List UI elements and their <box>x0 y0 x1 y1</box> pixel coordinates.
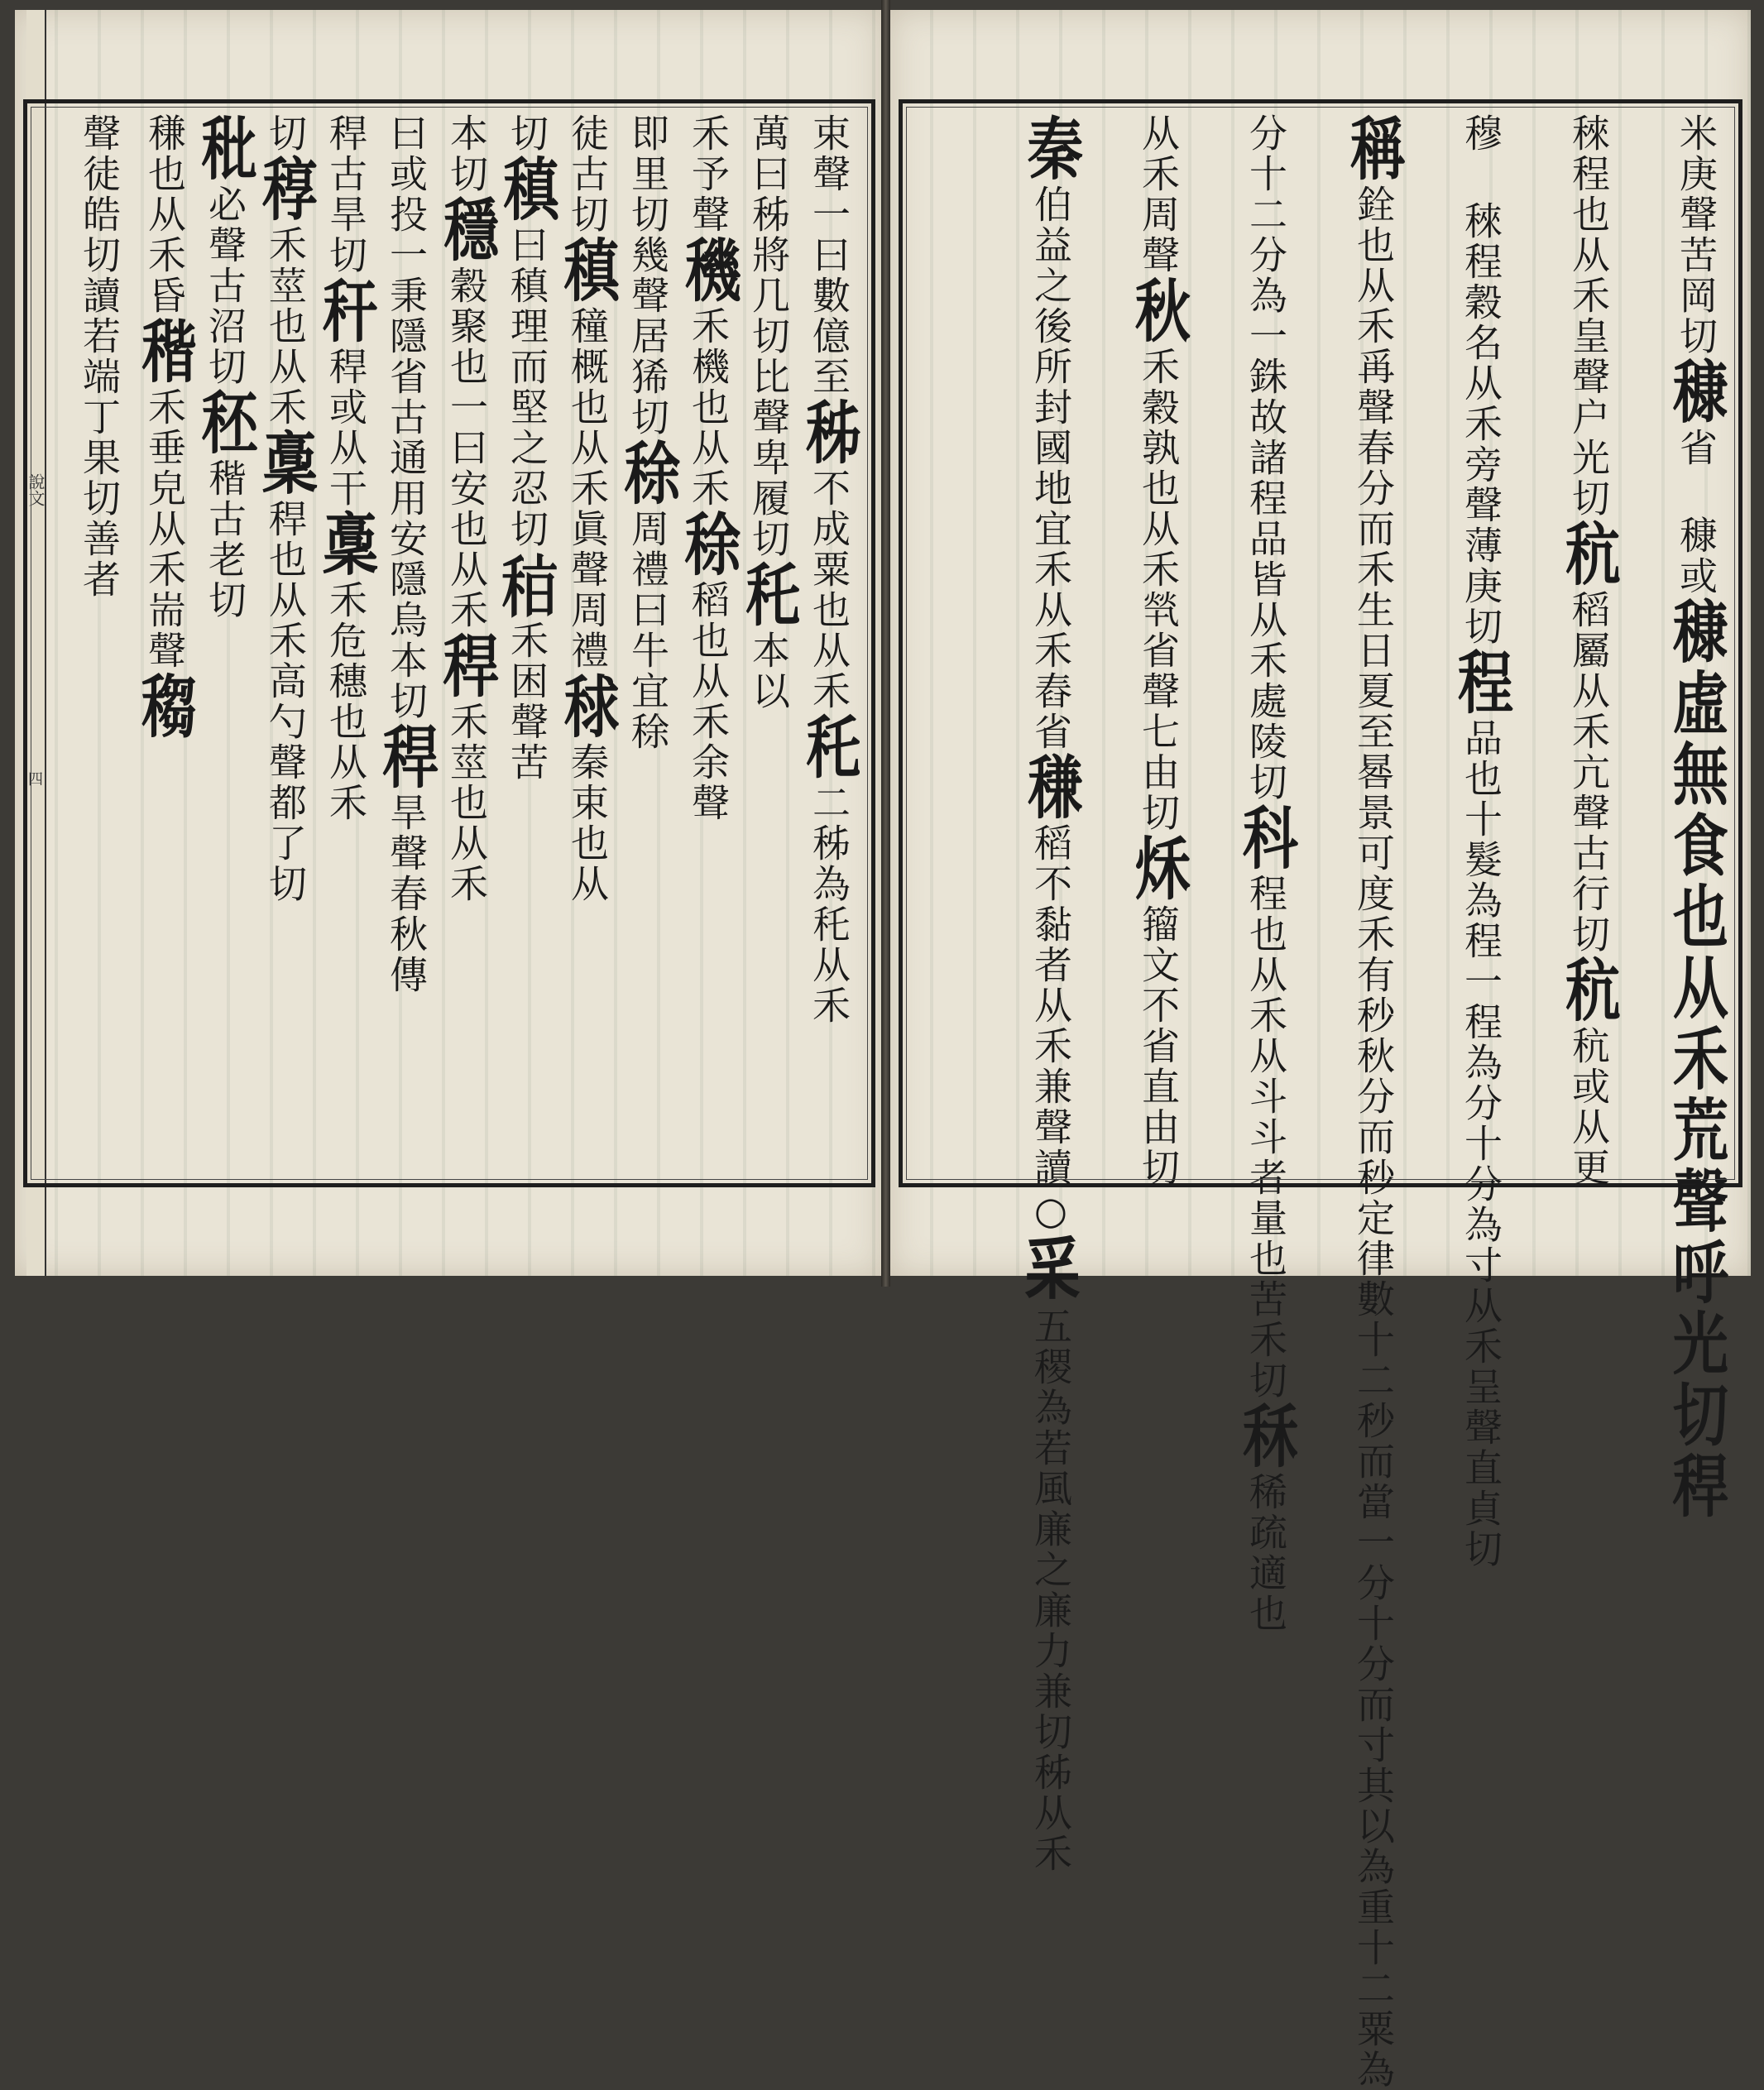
seal-headword: 秔 <box>1555 519 1622 590</box>
gloss-text: 䅘程也从禾 <box>1566 113 1611 316</box>
gloss-text: 切 <box>263 113 308 154</box>
seal-headword: 稌 <box>675 509 741 580</box>
gloss-text: 禾垂皃从禾耑聲 <box>142 387 187 671</box>
text-column <box>554 113 621 1168</box>
seal-headword: 秅 <box>736 559 802 630</box>
text-column <box>675 113 741 1168</box>
seal-headword: 𥞞 <box>494 549 560 621</box>
gloss-text: 伯益之後所封國地宜禾从禾舂省 <box>1028 185 1073 752</box>
gloss-text: 分十二分為一銖故諸程品皆从禾處陵切 <box>1244 113 1288 803</box>
text-column <box>132 113 198 1168</box>
seal-headword: 秕 <box>192 113 258 185</box>
seal-headword: 秠 <box>192 387 258 458</box>
gloss-text: 直貞切 <box>1459 1448 1503 1570</box>
seal-headword: 稾 <box>252 428 319 499</box>
gloss-text: 五稷為 <box>1028 1306 1073 1428</box>
gloss-text: 旱聲春秋傳 <box>384 793 429 995</box>
book-gutter <box>881 0 890 1287</box>
seal-headword: 稱 <box>1340 113 1407 185</box>
seal-headword: 秌 <box>1125 833 1191 904</box>
gloss-text: 禾困聲苦 <box>505 621 549 783</box>
gloss-text: 秔或从更 <box>1566 1026 1611 1188</box>
gloss-text: 苦岡切 <box>1674 235 1718 357</box>
gloss-text: 禾莖也从禾 <box>263 225 308 428</box>
gloss-text: 省 穅或 <box>1674 428 1718 597</box>
gloss-text: 若風廉之廉力兼切 <box>1028 1428 1073 1752</box>
seal-headword: 稈 <box>434 630 500 702</box>
seal-headword: 秝 <box>1233 1401 1299 1472</box>
gloss-text: 禾機也从禾 <box>686 306 731 509</box>
gloss-text: 稭古老切 <box>203 458 247 621</box>
gloss-text: 聲古行切 <box>1566 793 1611 955</box>
seal-headword: 稌 <box>615 438 681 509</box>
right-page <box>890 10 1751 2090</box>
seal-headword: 𥟇 <box>554 671 621 742</box>
gloss-text: 品也十髮為程一程為 <box>1459 718 1503 1083</box>
gloss-text: 曰或投一秉 <box>384 113 429 316</box>
gloss-text: 穀聚也一曰安也从禾 <box>444 266 489 630</box>
seal-headword: 稴 <box>1018 752 1084 823</box>
gloss-text: 秦束也从 <box>565 742 610 904</box>
gloss-text: 讀若端丁果切 <box>77 276 122 519</box>
spine-folio: 四 <box>26 771 43 786</box>
gloss-text: 勺聲都了切 <box>263 702 308 904</box>
seal-headword: 虛無食也从禾荒聲呼光切 <box>1663 668 1729 1450</box>
gloss-text: 本切 <box>444 113 489 194</box>
seal-headword: 稈 <box>1663 1450 1729 1522</box>
gloss-text: 稈古旱切 <box>324 113 368 276</box>
gloss-text: 比聲卑履切 <box>746 357 791 559</box>
text-column <box>373 113 439 1168</box>
gloss-text: 可度禾有秒秋分而秒定律數十二秒 <box>1351 833 1396 1441</box>
gloss-text: 即里切 <box>626 113 670 235</box>
gloss-text: 周禮曰牛宜稌 <box>626 509 670 752</box>
seal-headword: 穅 <box>1663 357 1729 428</box>
gloss-text: 稻也从禾余聲 <box>686 580 731 823</box>
text-column <box>1125 113 1191 1188</box>
left-page <box>15 10 881 1276</box>
text-column <box>1663 113 1729 1522</box>
seal-headword: 稭 <box>132 316 198 387</box>
seal-headword: 秦 <box>1018 113 1084 185</box>
gloss-text: ○ <box>1028 1188 1073 1235</box>
seal-headword: 稹 <box>494 154 560 225</box>
gloss-text: 本以 <box>746 630 791 712</box>
gloss-text: 穆 䅘程穀名从禾 <box>1459 113 1503 444</box>
seal-headword: 科 <box>1233 803 1299 874</box>
gloss-text: 銓也从禾爯聲春分而禾生日夏至晷景 <box>1351 185 1396 833</box>
gloss-text: 分十分為寸从禾呈聲 <box>1459 1083 1503 1448</box>
text-column <box>1233 113 1299 1634</box>
text-column <box>76 113 122 1168</box>
gloss-text: 稻不黏者从禾兼聲讀 <box>1028 823 1073 1188</box>
gloss-text: 稈或从干 <box>324 347 368 509</box>
gloss-text: 不省 <box>1136 985 1181 1067</box>
right-page-frame <box>899 99 1742 2090</box>
gloss-text: 聲徒皓切 <box>77 113 122 276</box>
spine-title: 說文 <box>26 473 46 506</box>
text-column <box>1018 113 1084 1874</box>
seal-headword: 稕 <box>252 154 319 225</box>
gloss-text: 切 <box>505 113 549 154</box>
gloss-text: 曰稹理而堅之忍切 <box>505 225 549 549</box>
gloss-text: 稻屬从禾亢 <box>1566 590 1611 793</box>
gloss-text: 稀疏適也 <box>1244 1472 1288 1634</box>
text-column <box>313 113 379 1168</box>
gloss-text: 稴也从禾昏 <box>142 113 187 316</box>
seal-headword: 秅 <box>796 712 862 783</box>
text-column <box>736 113 802 1168</box>
seal-headword: 䅳 <box>132 671 198 742</box>
gloss-text: 直由切 <box>1136 1067 1181 1188</box>
text-column <box>434 113 500 1168</box>
text-column <box>494 113 560 1168</box>
text-column <box>1448 113 1514 1570</box>
gloss-text: 穜概也从禾眞聲周禮 <box>565 306 610 671</box>
seal-headword: 穅 <box>1663 597 1729 668</box>
gloss-text: 萬曰秭將几切 <box>746 113 791 357</box>
gloss-text: 禾莖也从禾 <box>444 702 489 904</box>
gloss-text: 从禾周聲 <box>1136 113 1181 276</box>
seal-headword: 穩 <box>434 194 500 266</box>
gloss-text: 禾危穗也从禾 <box>324 580 368 823</box>
seal-headword: 秔 <box>1555 955 1622 1026</box>
gloss-text: 籀文 <box>1136 904 1181 985</box>
gloss-text: 米庚聲 <box>1674 113 1718 235</box>
gloss-text: 秭从禾 <box>1028 1752 1073 1874</box>
seal-headword: 秭 <box>796 397 862 468</box>
text-column <box>1340 113 1407 2090</box>
gloss-text: 程也从禾从斗斗者量也苦禾切 <box>1244 874 1288 1401</box>
text-column <box>615 113 681 1168</box>
seal-headword: 𥝩 <box>1018 1235 1084 1306</box>
gloss-text: 束聲一曰數億至 <box>807 113 851 397</box>
gloss-text: 二秭為秅从禾 <box>807 783 851 1026</box>
gloss-text: 幾聲居狶切 <box>626 235 670 438</box>
seal-headword: 程 <box>1448 647 1514 718</box>
seal-headword: 稈 <box>373 721 439 793</box>
gloss-text: 善者 <box>77 519 122 600</box>
left-page-frame <box>23 99 875 1187</box>
text-column <box>252 113 319 1168</box>
seal-headword: 秆 <box>313 276 379 347</box>
gloss-text: 徒古切 <box>565 113 610 235</box>
seal-headword: 稹 <box>554 235 621 306</box>
gloss-text: 禾穀孰也从禾㷀省聲七由切 <box>1136 347 1181 833</box>
gloss-text: 不成粟也从禾 <box>807 468 851 712</box>
gloss-text: 隱省古通用安隱烏本切 <box>384 316 429 721</box>
gloss-text: 必聲古沼切 <box>203 185 247 387</box>
seal-headword: 稾 <box>313 509 379 580</box>
text-column <box>1555 113 1622 1188</box>
gloss-text: 稈也从禾高 <box>263 499 308 702</box>
text-column <box>192 113 258 1168</box>
gloss-text: 而當一分十分而寸其以為重十二粟為 <box>1351 1441 1396 2090</box>
gloss-text: 禾予聲 <box>686 113 731 235</box>
gloss-text: 旁聲薄庚切 <box>1459 444 1503 647</box>
seal-headword: 穖 <box>675 235 741 306</box>
gloss-text: 皇聲户光切 <box>1566 316 1611 519</box>
text-column <box>796 113 862 1168</box>
seal-headword: 秋 <box>1125 276 1191 347</box>
